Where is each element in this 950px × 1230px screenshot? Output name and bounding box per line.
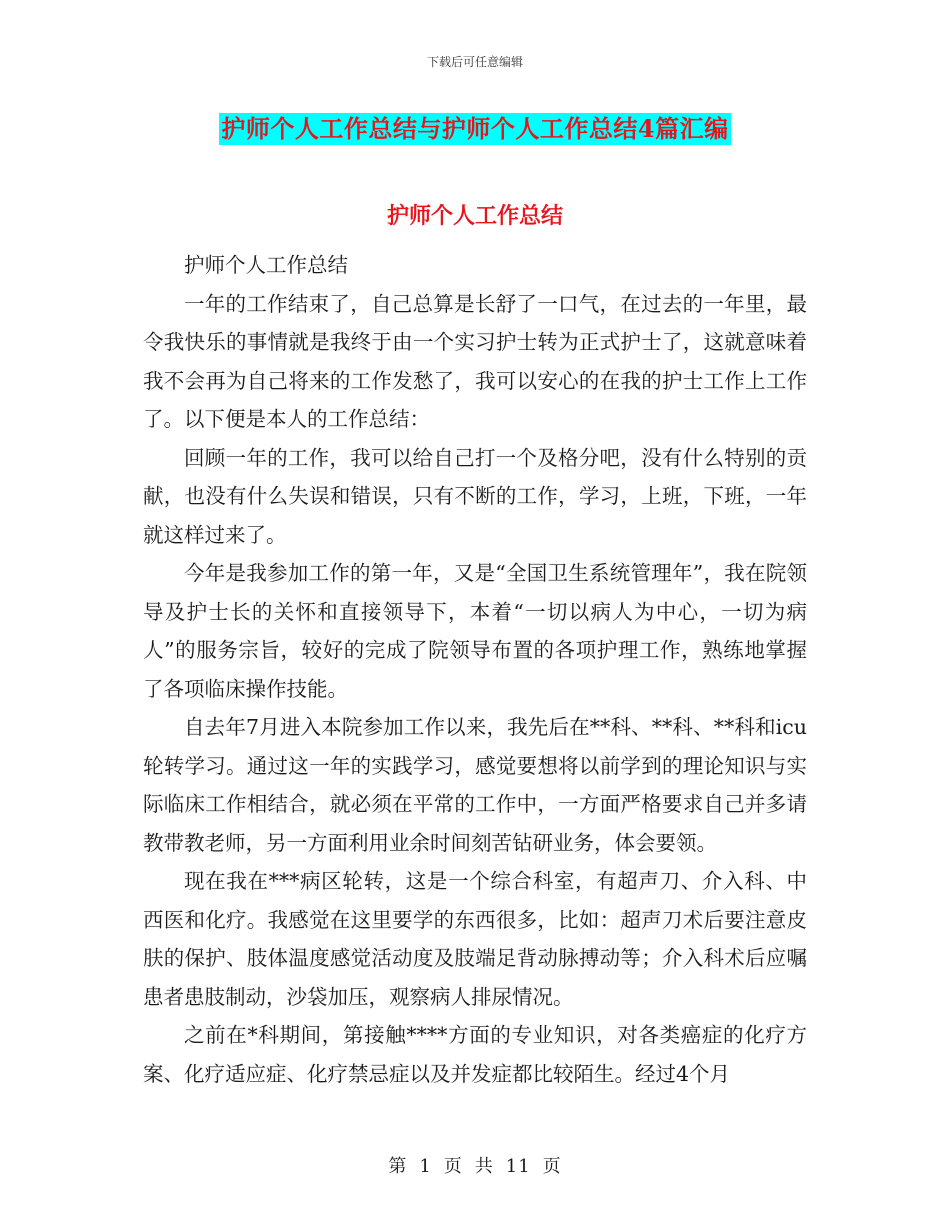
- footer-prefix: 第: [388, 1156, 408, 1177]
- document-body: [143, 246, 807, 1093]
- page-footer: [0, 1152, 950, 1178]
- paragraph: 今年是我参加工作的第一年，又是“全国卫生系统管理年”，我在院领导及护士长的关怀和直接领导下，本着“一切以病人为中心，一切为病人”的服务宗旨，较好的完成了院领导布置的各项护理工作，熟练地掌握了各项临床操作技能。: [143, 561, 807, 701]
- paragraph: 回顾一年的工作，我可以给自己打一个及格分吧，没有什么特别的贡献，也没有什么失误和错误，只有不断的工作，学习，上班，下班，一年就这样过来了。: [143, 445, 807, 547]
- paragraph: 一年的工作结束了，自己总算是长舒了一口气，在过去的一年里，最令我快乐的事情就是我终于由一个实习护士转为正式护士了，这就意味着我不会再为自己将来的工作发愁了，我可以安心的在我的护士工作上工作了。以下便是本人的工作总结：: [143, 291, 807, 431]
- footer-suffix: 页: [542, 1156, 562, 1177]
- document-title: [0, 113, 950, 145]
- document-title-text: 护师个人工作总结与护师个人工作总结4篇汇编: [221, 114, 729, 143]
- total-pages-number: 11: [505, 1156, 531, 1177]
- current-page-number: 1: [419, 1156, 432, 1177]
- paragraph: 护师个人工作总结: [184, 253, 348, 277]
- paragraph: 现在我在***病区轮转，这是一个综合科室，有超声刀、介入科、中西医和化疗。我感觉在这里要学的东西很多，比如：超声刀术后要注意皮肤的保护、肢体温度感觉活动度及肢端足背动脉搏动等；介入科术后应嘱患者患肢制动，沙袋加压，观察病人排尿情况。: [143, 869, 807, 1009]
- paragraph: 自去年7月进入本院参加工作以来，我先后在**科、**科、**科和icu轮转学习。通过这一年的实践学习，感觉要想将以前学到的理论知识与实际临床工作相结合，就必须在平常的工作中，一方面严格要求自己并多请教带教老师，另一方面利用业余时间刻苦钻研业务，体会要领。: [143, 715, 807, 855]
- header-note: 下载后可任意编辑: [426, 55, 523, 69]
- section-title: 护师个人工作总结: [386, 203, 563, 229]
- footer-total-word: 共: [474, 1156, 494, 1177]
- footer-page-word: 页: [443, 1156, 463, 1177]
- paragraph: 之前在*科期间，第接触****方面的专业知识，对各类癌症的化疗方案、化疗适应症、化疗禁忌症以及并发症都比较陌生。经过4个月: [143, 1023, 807, 1086]
